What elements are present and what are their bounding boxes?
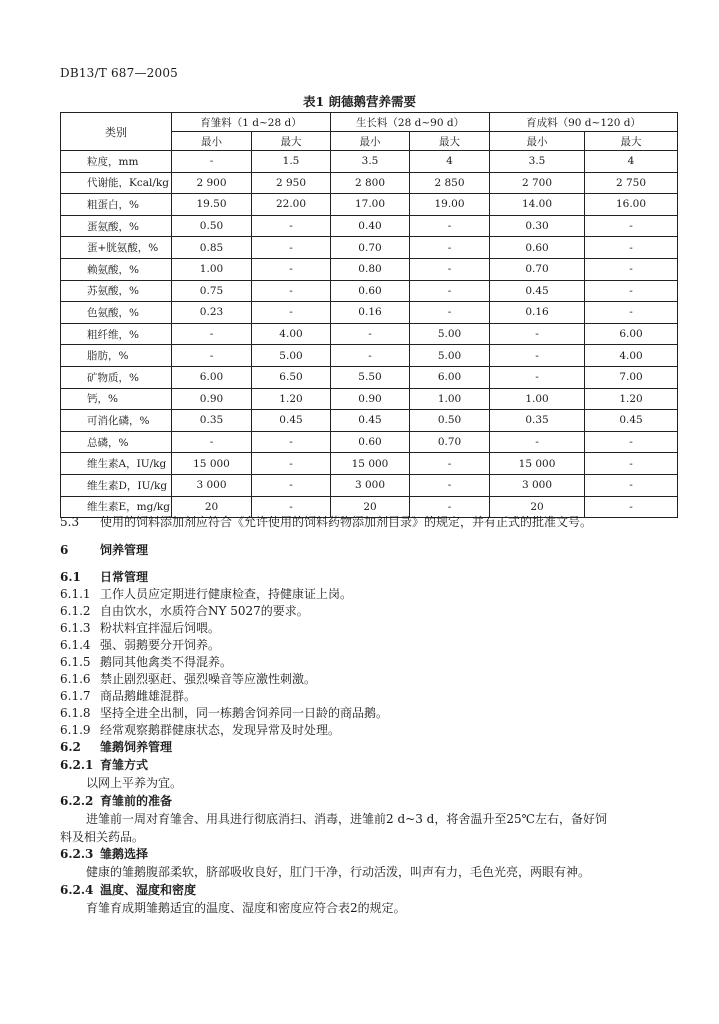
row-label: 总磷，% xyxy=(61,431,172,453)
sub-header: 最大 xyxy=(252,132,331,151)
table-row xyxy=(61,388,678,410)
table-cell: 0.45 xyxy=(490,280,585,302)
table-cell: - xyxy=(585,453,678,475)
table-cell: 1.20 xyxy=(585,388,678,410)
table-cell: 4 xyxy=(410,151,490,173)
paragraph-6-2-3: 健康的雏鹅腹部柔软，脐部吸收良好，肛门干净，行动活泼，叫声有力，毛色光亮，两眼有神。 xyxy=(86,865,591,879)
table-cell: 1.00 xyxy=(490,388,585,410)
row-label: 矿物质，% xyxy=(61,366,172,388)
table-cell: - xyxy=(410,258,490,280)
table-cell: 0.35 xyxy=(172,410,252,432)
table-cell: 0.60 xyxy=(331,431,410,453)
table-row xyxy=(61,258,678,280)
table-cell: 2 800 xyxy=(331,172,410,194)
section-6-2-2-heading: 6.2.2 育雏前的准备 xyxy=(60,794,173,808)
table-cell: - xyxy=(410,496,490,518)
table-cell: - xyxy=(585,280,678,302)
table-cell: 5.00 xyxy=(410,323,490,345)
table-cell: 1.00 xyxy=(172,258,252,280)
nutrition-table xyxy=(60,112,678,518)
table-cell: 3 000 xyxy=(172,474,252,496)
table-cell: - xyxy=(490,323,585,345)
table-cell: - xyxy=(172,345,252,367)
table-cell: 0.90 xyxy=(331,388,410,410)
section-6-2-4-heading: 6.2.4 温度、湿度和密度 xyxy=(60,883,197,897)
table-row xyxy=(61,474,678,496)
table-row xyxy=(61,172,678,194)
sub-header: 最小 xyxy=(331,132,410,151)
section-6-2-heading: 6.2 雏鹅饲养管理 xyxy=(60,740,173,754)
table-row xyxy=(61,366,678,388)
table-cell: 1.20 xyxy=(252,388,331,410)
table-row xyxy=(61,151,678,173)
table-row xyxy=(61,215,678,237)
table-cell: 2 900 xyxy=(172,172,252,194)
table-cell: - xyxy=(252,453,331,475)
table-cell: 3.5 xyxy=(331,151,410,173)
table-cell: 20 xyxy=(172,496,252,518)
row-label: 维生素A，IU/kg xyxy=(61,453,172,475)
table-cell: - xyxy=(410,237,490,259)
table-cell: 0.16 xyxy=(490,302,585,324)
table-cell: 22.00 xyxy=(252,194,331,216)
clause-6-1-5: 6.1.5 鹅同其他禽类不得混养。 xyxy=(60,655,233,669)
table-cell: - xyxy=(410,302,490,324)
table-cell: 20 xyxy=(331,496,410,518)
table-cell: 14.00 xyxy=(490,194,585,216)
row-label: 代谢能，Kcal/kg xyxy=(61,172,172,194)
clause-6-1-9: 6.1.9 经常观察鹅群健康状态，发现异常及时处理。 xyxy=(60,723,341,737)
table-row xyxy=(61,431,678,453)
table-cell: - xyxy=(172,431,252,453)
table-cell: 16.00 xyxy=(585,194,678,216)
table-cell: 0.80 xyxy=(331,258,410,280)
table-cell: 15 000 xyxy=(172,453,252,475)
table-cell: - xyxy=(490,366,585,388)
row-label: 粗蛋白，% xyxy=(61,194,172,216)
table-cell: - xyxy=(585,474,678,496)
table-cell: - xyxy=(585,496,678,518)
table-row xyxy=(61,410,678,432)
table-header-row xyxy=(61,113,678,132)
paragraph-6-2-2-line1: 进雏前一周对育雏舍、用具进行彻底消扫、消毒，进雏前2 d~3 d，将舍温升至25℃左右，备好饲 xyxy=(86,812,608,826)
table-cell: 4.00 xyxy=(252,323,331,345)
table-row xyxy=(61,302,678,324)
clause-6-1-8: 6.1.8 坚持全进全出制，同一栋鹅舍饲养同一日龄的商品鹅。 xyxy=(60,706,389,720)
table-cell: - xyxy=(252,496,331,518)
sub-header: 最大 xyxy=(585,132,678,151)
table-row xyxy=(61,323,678,345)
table-cell: 0.50 xyxy=(172,215,252,237)
table-cell: - xyxy=(252,237,331,259)
table-cell: 0.30 xyxy=(490,215,585,237)
table-cell: - xyxy=(410,215,490,237)
table-caption: 表1 朗德鹅营养需要 xyxy=(302,94,417,109)
row-label: 苏氨酸，% xyxy=(61,280,172,302)
section-6-heading: 6 饲养管理 xyxy=(60,543,149,557)
table-cell: 2 850 xyxy=(410,172,490,194)
table-cell: 4 xyxy=(585,151,678,173)
row-label: 蛋氨酸，% xyxy=(61,215,172,237)
table-cell: 19.50 xyxy=(172,194,252,216)
table-cell: 0.85 xyxy=(172,237,252,259)
table-row xyxy=(61,453,678,475)
row-label: 可消化磷，% xyxy=(61,410,172,432)
sub-header: 最大 xyxy=(410,132,490,151)
section-6-2-3-heading: 6.2.3 雏鹅选择 xyxy=(60,847,149,861)
table-cell: 4.00 xyxy=(585,345,678,367)
table-cell: - xyxy=(410,453,490,475)
row-label: 钙，% xyxy=(61,388,172,410)
sub-header: 最小 xyxy=(490,132,585,151)
row-label: 粗纤维，% xyxy=(61,323,172,345)
group-header: 生长料（28 d~90 d） xyxy=(331,113,490,132)
table-cell: - xyxy=(585,215,678,237)
table-cell: - xyxy=(252,280,331,302)
table-cell: 2 750 xyxy=(585,172,678,194)
row-label: 色氨酸，% xyxy=(61,302,172,324)
table-cell: - xyxy=(585,258,678,280)
table-cell: - xyxy=(172,151,252,173)
row-label: 脂肪，% xyxy=(61,345,172,367)
table-cell: - xyxy=(252,215,331,237)
category-header: 类别 xyxy=(61,113,172,151)
table-cell: 20 xyxy=(490,496,585,518)
table-cell: 0.70 xyxy=(490,258,585,280)
table-cell: 15 000 xyxy=(331,453,410,475)
table-cell: 3.5 xyxy=(490,151,585,173)
clause-6-1-7: 6.1.7 商品鹅雌雄混群。 xyxy=(60,689,197,703)
table-cell: - xyxy=(490,431,585,453)
section-6-2-1-heading: 6.2.1 育雏方式 xyxy=(60,758,149,772)
group-header: 育成料（90 d~120 d） xyxy=(490,113,678,132)
table-cell: 0.70 xyxy=(331,237,410,259)
table-cell: 0.50 xyxy=(410,410,490,432)
table-cell: 1.5 xyxy=(252,151,331,173)
table-cell: - xyxy=(252,258,331,280)
table-cell: 5.00 xyxy=(410,345,490,367)
table-cell: 0.75 xyxy=(172,280,252,302)
table-cell: 6.00 xyxy=(585,323,678,345)
group-header: 育雏料（1 d~28 d） xyxy=(172,113,331,132)
table-cell: 0.40 xyxy=(331,215,410,237)
clause-6-1-2: 6.1.2 自由饮水，水质符合NY 5027的要求。 xyxy=(60,604,309,618)
paragraph-6-2-2-line2: 料及相关药品。 xyxy=(60,830,145,844)
table-cell: 0.60 xyxy=(331,280,410,302)
table-cell: - xyxy=(172,323,252,345)
table-cell: - xyxy=(410,474,490,496)
paragraph-6-2-4: 育雏育成期雏鹅适宜的温度、湿度和密度应符合表2的规定。 xyxy=(86,901,406,915)
table-cell: - xyxy=(410,280,490,302)
paragraph-6-2-1: 以网上平养为宜。 xyxy=(86,776,183,790)
row-label: 赖氨酸，% xyxy=(61,258,172,280)
table-cell: - xyxy=(331,323,410,345)
row-label: 维生素E，mg/kg xyxy=(61,496,172,518)
table-cell: 17.00 xyxy=(331,194,410,216)
table-cell: 0.16 xyxy=(331,302,410,324)
table-cell: - xyxy=(585,431,678,453)
row-label: 粒度，mm xyxy=(61,151,172,173)
table-cell: - xyxy=(252,474,331,496)
table-cell: 0.35 xyxy=(490,410,585,432)
table-cell: 5.50 xyxy=(331,366,410,388)
table-cell: 6.50 xyxy=(252,366,331,388)
table-cell: - xyxy=(252,302,331,324)
table-cell: 19.00 xyxy=(410,194,490,216)
table-cell: - xyxy=(490,345,585,367)
table-row xyxy=(61,194,678,216)
table-cell: 6.00 xyxy=(172,366,252,388)
table-cell: 3 000 xyxy=(490,474,585,496)
table-cell: - xyxy=(585,302,678,324)
table-cell: - xyxy=(585,237,678,259)
table-cell: 0.45 xyxy=(331,410,410,432)
table-cell: 0.23 xyxy=(172,302,252,324)
clause-5-3: 5.3 使用的饲料添加剂应符合《允许使用的饲料药物添加剂目录》的规定，并有正式的批准文号。 xyxy=(60,515,593,529)
table-cell: 0.70 xyxy=(410,431,490,453)
row-label: 蛋+胱氨酸，% xyxy=(61,237,172,259)
table-cell: 0.45 xyxy=(585,410,678,432)
table-cell: 2 700 xyxy=(490,172,585,194)
clause-6-1-4: 6.1.4 强、弱鹅要分开饲养。 xyxy=(60,638,221,652)
table-cell: - xyxy=(331,345,410,367)
table-cell: 5.00 xyxy=(252,345,331,367)
table-row xyxy=(61,237,678,259)
table-cell: - xyxy=(252,431,331,453)
document-code: DB13/T 687—2005 xyxy=(60,66,179,80)
row-label: 维生素D，IU/kg xyxy=(61,474,172,496)
table-cell: 7.00 xyxy=(585,366,678,388)
clause-6-1-6: 6.1.6 禁止剧烈驱赶、强烈噪音等应激性刺激。 xyxy=(60,672,317,686)
table-cell: 15 000 xyxy=(490,453,585,475)
section-6-1-heading: 6.1 日常管理 xyxy=(60,570,149,584)
table-cell: 6.00 xyxy=(410,366,490,388)
table-row xyxy=(61,280,678,302)
table-cell: 0.60 xyxy=(490,237,585,259)
table-row xyxy=(61,345,678,367)
table-cell: 0.90 xyxy=(172,388,252,410)
clause-6-1-3: 6.1.3 粉状料宜拌湿后饲喂。 xyxy=(60,621,221,635)
clause-6-1-1: 6.1.1 工作人员应定期进行健康检查，持健康证上岗。 xyxy=(60,587,353,601)
table-cell: 3 000 xyxy=(331,474,410,496)
table-cell: 0.45 xyxy=(252,410,331,432)
table-cell: 2 950 xyxy=(252,172,331,194)
table-cell: 1.00 xyxy=(410,388,490,410)
sub-header: 最小 xyxy=(172,132,252,151)
